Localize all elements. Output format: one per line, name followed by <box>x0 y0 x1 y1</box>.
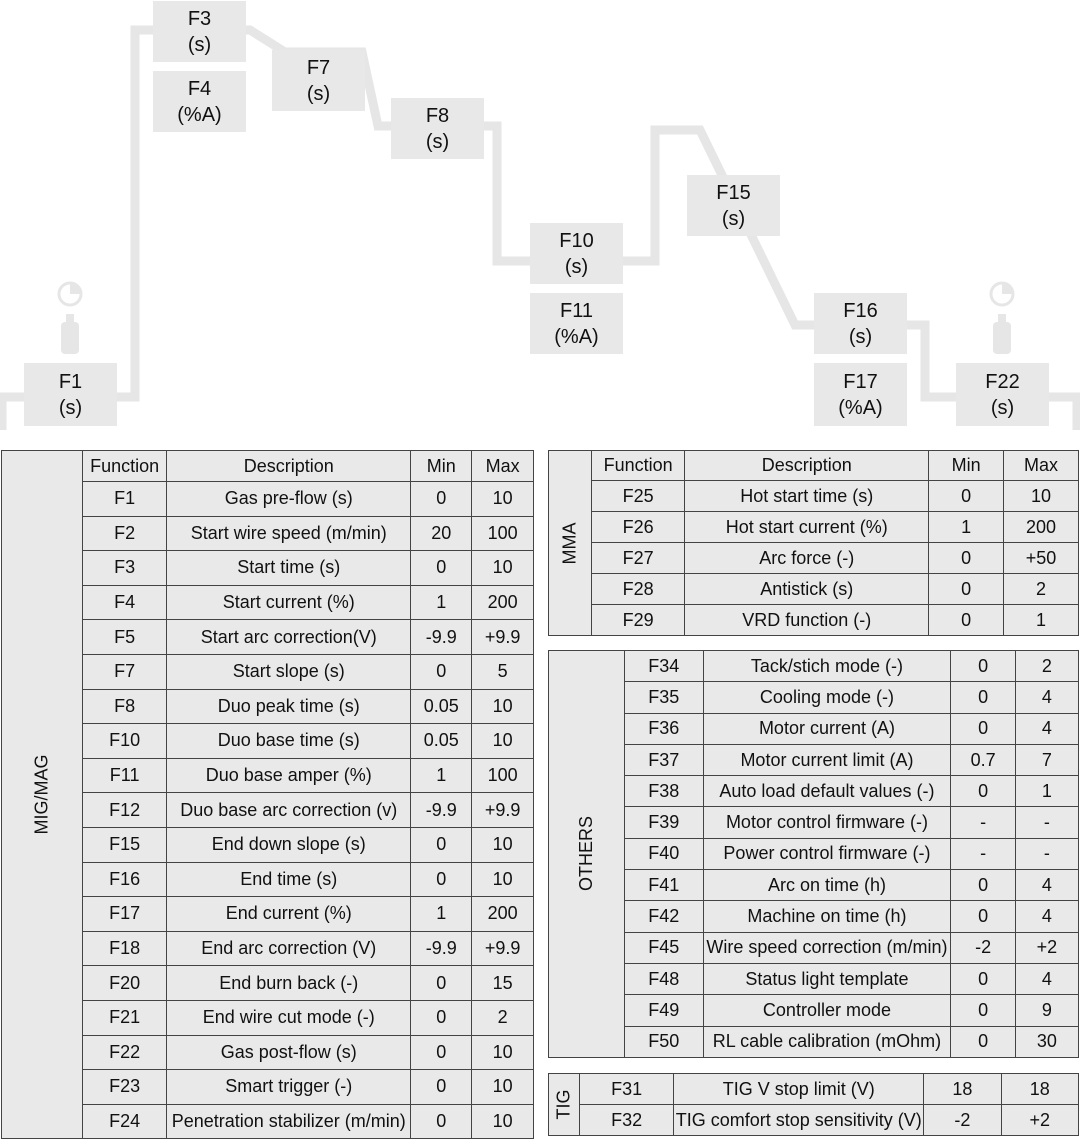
min-cell: 0 <box>929 543 1004 574</box>
max-cell: - <box>1015 838 1078 869</box>
label-f16: F16 (s) <box>814 293 907 354</box>
function-cell: F25 <box>592 481 685 512</box>
description-cell: Arc force (-) <box>685 543 929 574</box>
min-cell: 0 <box>951 776 1015 807</box>
max-cell: 15 <box>472 966 534 1001</box>
table-row <box>549 481 1079 512</box>
description-cell: Cooling mode (-) <box>703 682 951 713</box>
function-cell: F26 <box>592 512 685 543</box>
function-cell: F49 <box>625 995 703 1026</box>
min-cell: 0 <box>411 827 472 862</box>
max-cell: 10 <box>472 1104 534 1139</box>
label-f8: F8 (s) <box>391 98 484 159</box>
description-cell: Motor current limit (A) <box>703 744 951 775</box>
description-cell: TIG comfort stop sensitivity (V) <box>674 1105 924 1136</box>
function-cell: F5 <box>83 620 167 655</box>
sequence-curve <box>0 0 1080 440</box>
description-cell: Hot start current (%) <box>685 512 929 543</box>
max-cell: 10 <box>472 862 534 897</box>
others-body <box>549 651 1079 1058</box>
min-cell: -2 <box>924 1105 1001 1136</box>
description-cell: End down slope (s) <box>167 827 411 862</box>
min-cell: 0 <box>929 574 1004 605</box>
function-cell: F12 <box>83 793 167 828</box>
label-f3: F3 (s) <box>153 1 246 62</box>
description-cell: Arc on time (h) <box>703 870 951 901</box>
max-cell: 10 <box>472 551 534 586</box>
max-cell: 200 <box>472 585 534 620</box>
function-cell: F31 <box>580 1074 674 1105</box>
description-cell: Duo base amper (%) <box>167 758 411 793</box>
description-cell: End current (%) <box>167 897 411 932</box>
max-cell: 10 <box>472 827 534 862</box>
table-row <box>549 713 1079 744</box>
header-min: Min <box>411 451 472 482</box>
min-cell: 1 <box>411 758 472 793</box>
function-cell: F15 <box>83 827 167 862</box>
description-cell: VRD function (-) <box>685 605 929 636</box>
function-cell: F35 <box>625 682 703 713</box>
group-label: MMA <box>559 522 580 564</box>
group-label-cell <box>549 1074 580 1136</box>
table-row <box>549 512 1079 543</box>
max-cell: +9.9 <box>472 793 534 828</box>
min-cell: 0 <box>411 654 472 689</box>
function-cell: F18 <box>83 931 167 966</box>
max-cell: +50 <box>1003 543 1078 574</box>
group-label: OTHERS <box>576 816 597 892</box>
tig-table <box>548 1073 1079 1136</box>
max-cell: 10 <box>1003 481 1078 512</box>
max-cell: 18 <box>1001 1074 1078 1105</box>
table-row <box>549 776 1079 807</box>
description-cell: Power control firmware (-) <box>703 838 951 869</box>
table-row <box>549 744 1079 775</box>
table-row <box>549 995 1079 1026</box>
description-cell: Start slope (s) <box>167 654 411 689</box>
function-cell: F3 <box>83 551 167 586</box>
header-description: Description <box>167 451 411 482</box>
function-cell: F2 <box>83 516 167 551</box>
max-cell: 2 <box>1003 574 1078 605</box>
header-function: Function <box>592 451 685 481</box>
label-f7: F7 (s) <box>272 50 365 111</box>
max-cell: 4 <box>1015 963 1078 994</box>
min-cell: 0 <box>929 481 1004 512</box>
function-cell: F40 <box>625 838 703 869</box>
description-cell: Smart trigger (-) <box>167 1070 411 1105</box>
header-max: Max <box>1003 451 1078 481</box>
label-f10: F10 (s) <box>530 223 623 284</box>
function-cell: F32 <box>580 1105 674 1136</box>
table-row <box>549 574 1079 605</box>
max-cell: 200 <box>472 897 534 932</box>
table-row <box>549 838 1079 869</box>
description-cell: Motor control firmware (-) <box>703 807 951 838</box>
function-cell: F17 <box>83 897 167 932</box>
min-cell: 0 <box>411 862 472 897</box>
migmag-body <box>2 451 534 1139</box>
description-cell: Duo base arc correction (v) <box>167 793 411 828</box>
description-cell: Wire speed correction (m/min) <box>703 932 951 963</box>
table-row <box>549 807 1079 838</box>
min-cell: 0 <box>929 605 1004 636</box>
min-cell: 0 <box>951 963 1015 994</box>
max-cell: 10 <box>472 689 534 724</box>
table-row <box>549 1074 1079 1105</box>
label-f22: F22 (s) <box>956 363 1049 426</box>
migmag-table <box>1 450 534 1139</box>
description-cell: Motor current (A) <box>703 713 951 744</box>
function-cell: F48 <box>625 963 703 994</box>
function-cell: F8 <box>83 689 167 724</box>
min-cell: 0 <box>411 551 472 586</box>
label-f15: F15 (s) <box>687 175 780 236</box>
description-cell: Penetration stabilizer (m/min) <box>167 1104 411 1139</box>
description-cell: TIG V stop limit (V) <box>674 1074 924 1105</box>
description-cell: Start arc correction(V) <box>167 620 411 655</box>
max-cell: +9.9 <box>472 931 534 966</box>
table-row <box>549 1105 1079 1136</box>
table-row <box>549 682 1079 713</box>
function-cell: F4 <box>83 585 167 620</box>
function-cell: F10 <box>83 724 167 759</box>
max-cell: 100 <box>472 758 534 793</box>
max-cell: +2 <box>1015 932 1078 963</box>
table-row <box>549 901 1079 932</box>
group-label-cell <box>549 451 592 636</box>
max-cell: 4 <box>1015 682 1078 713</box>
min-cell: 0.7 <box>951 744 1015 775</box>
min-cell: 0.05 <box>411 724 472 759</box>
min-cell: 0 <box>411 482 472 517</box>
description-cell: Controller mode <box>703 995 951 1026</box>
description-cell: End arc correction (V) <box>167 931 411 966</box>
function-cell: F24 <box>83 1104 167 1139</box>
description-cell: End time (s) <box>167 862 411 897</box>
mma-table <box>548 450 1079 636</box>
description-cell: Gas post-flow (s) <box>167 1035 411 1070</box>
group-label-cell <box>2 451 83 1139</box>
min-cell: -2 <box>951 932 1015 963</box>
max-cell: 100 <box>472 516 534 551</box>
others-table <box>548 650 1079 1058</box>
description-cell: End wire cut mode (-) <box>167 1000 411 1035</box>
table-row <box>549 605 1079 636</box>
max-cell: 1 <box>1015 776 1078 807</box>
label-f4: F4 (%A) <box>153 71 246 132</box>
label-f11: F11 (%A) <box>530 293 623 354</box>
min-cell: -9.9 <box>411 931 472 966</box>
description-cell: Auto load default values (-) <box>703 776 951 807</box>
min-cell: - <box>951 807 1015 838</box>
group-label: MIG/MAG <box>31 754 52 835</box>
min-cell: - <box>951 838 1015 869</box>
function-cell: F45 <box>625 932 703 963</box>
header-row <box>549 451 1079 481</box>
table-row <box>549 543 1079 574</box>
min-cell: 0 <box>951 1026 1015 1057</box>
function-cell: F34 <box>625 651 703 682</box>
min-cell: 0 <box>951 713 1015 744</box>
function-cell: F37 <box>625 744 703 775</box>
max-cell: 10 <box>472 1035 534 1070</box>
header-function: Function <box>83 451 167 482</box>
min-cell: 0 <box>951 870 1015 901</box>
function-cell: F36 <box>625 713 703 744</box>
function-cell: F27 <box>592 543 685 574</box>
description-cell: Duo peak time (s) <box>167 689 411 724</box>
max-cell: 7 <box>1015 744 1078 775</box>
function-cell: F39 <box>625 807 703 838</box>
function-cell: F20 <box>83 966 167 1001</box>
table-row <box>549 932 1079 963</box>
function-cell: F29 <box>592 605 685 636</box>
description-cell: Start current (%) <box>167 585 411 620</box>
description-cell: Status light template <box>703 963 951 994</box>
label-f1: F1 (s) <box>24 363 117 426</box>
min-cell: 0 <box>411 1000 472 1035</box>
max-cell: 1 <box>1003 605 1078 636</box>
max-cell: 4 <box>1015 901 1078 932</box>
min-cell: -9.9 <box>411 620 472 655</box>
max-cell: 200 <box>1003 512 1078 543</box>
max-cell: 30 <box>1015 1026 1078 1057</box>
max-cell: 10 <box>472 482 534 517</box>
table-row <box>549 963 1079 994</box>
description-cell: Tack/stich mode (-) <box>703 651 951 682</box>
function-cell: F7 <box>83 654 167 689</box>
function-cell: F38 <box>625 776 703 807</box>
function-cell: F22 <box>83 1035 167 1070</box>
min-cell: 20 <box>411 516 472 551</box>
description-cell: Machine on time (h) <box>703 901 951 932</box>
min-cell: 0 <box>411 1035 472 1070</box>
description-cell: Hot start time (s) <box>685 481 929 512</box>
header-max: Max <box>472 451 534 482</box>
header-description: Description <box>685 451 929 481</box>
header-row <box>2 451 534 482</box>
max-cell: +2 <box>1001 1105 1078 1136</box>
max-cell: 2 <box>472 1000 534 1035</box>
welding-sequence-diagram <box>0 0 1080 440</box>
max-cell: 9 <box>1015 995 1078 1026</box>
function-cell: F41 <box>625 870 703 901</box>
group-label: TIG <box>553 1089 574 1120</box>
min-cell: 0 <box>411 1104 472 1139</box>
function-cell: F1 <box>83 482 167 517</box>
min-cell: 0 <box>951 682 1015 713</box>
max-cell: +9.9 <box>472 620 534 655</box>
description-cell: Duo base time (s) <box>167 724 411 759</box>
table-row <box>549 651 1079 682</box>
min-cell: 0 <box>951 651 1015 682</box>
table-row <box>549 870 1079 901</box>
min-cell: 1 <box>929 512 1004 543</box>
function-cell: F21 <box>83 1000 167 1035</box>
table-row <box>549 1026 1079 1057</box>
tig-body <box>549 1074 1079 1136</box>
gas-valve-timer-icon <box>991 283 1013 354</box>
max-cell: 10 <box>472 1070 534 1105</box>
function-cell: F11 <box>83 758 167 793</box>
description-cell: Antistick (s) <box>685 574 929 605</box>
gas-valve-timer-icon <box>59 283 81 354</box>
description-cell: Start time (s) <box>167 551 411 586</box>
max-cell: - <box>1015 807 1078 838</box>
label-f17: F17 (%A) <box>814 363 907 426</box>
min-cell: 0.05 <box>411 689 472 724</box>
min-cell: 18 <box>924 1074 1001 1105</box>
mma-body <box>549 451 1079 636</box>
max-cell: 4 <box>1015 870 1078 901</box>
max-cell: 5 <box>472 654 534 689</box>
min-cell: 1 <box>411 897 472 932</box>
min-cell: 0 <box>411 966 472 1001</box>
group-label-cell <box>549 651 625 1058</box>
min-cell: -9.9 <box>411 793 472 828</box>
description-cell: RL cable calibration (mOhm) <box>703 1026 951 1057</box>
description-cell: End burn back (-) <box>167 966 411 1001</box>
max-cell: 10 <box>472 724 534 759</box>
function-cell: F42 <box>625 901 703 932</box>
min-cell: 0 <box>951 995 1015 1026</box>
function-cell: F23 <box>83 1070 167 1105</box>
function-cell: F50 <box>625 1026 703 1057</box>
min-cell: 1 <box>411 585 472 620</box>
header-min: Min <box>929 451 1004 481</box>
function-cell: F28 <box>592 574 685 605</box>
description-cell: Start wire speed (m/min) <box>167 516 411 551</box>
min-cell: 0 <box>951 901 1015 932</box>
min-cell: 0 <box>411 1070 472 1105</box>
max-cell: 4 <box>1015 713 1078 744</box>
function-cell: F16 <box>83 862 167 897</box>
max-cell: 2 <box>1015 651 1078 682</box>
description-cell: Gas pre-flow (s) <box>167 482 411 517</box>
